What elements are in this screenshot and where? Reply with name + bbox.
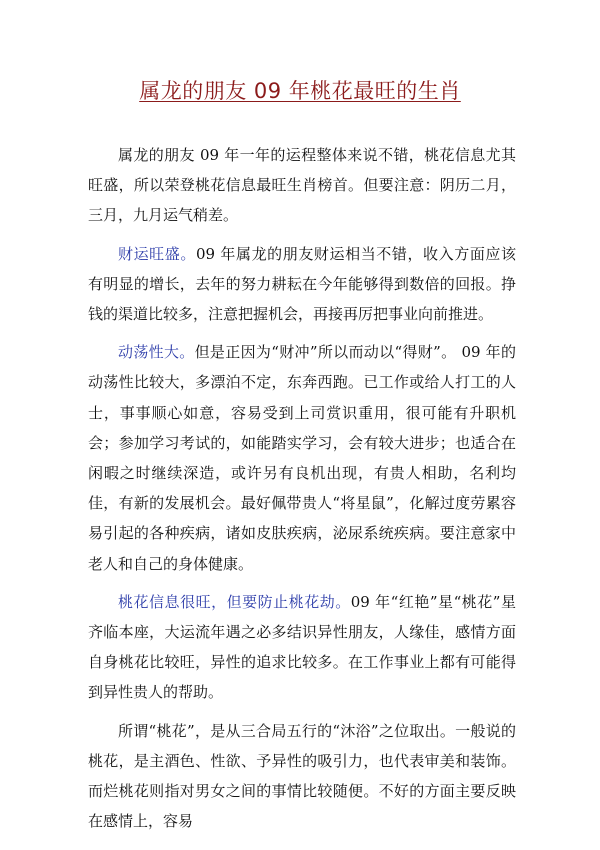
document-title-text: 属龙的朋友 09 年桃花最旺的生肖 [139,79,461,103]
paragraph-text: 09 年属龙的朋友财运相当不错，收入方面应该有明显的增长，去年的努力耕耘在今年能够得到数倍的回报。挣钱的渠道比较多，注意把握机会，再接再厉把事业向前推进。 [88,244,516,324]
document-body [88,140,516,844]
paragraph-text: 所谓“桃花”，是从三合局五行的“沐浴”之位取出。一般说的桃花，是主酒色、性欲、予异性的吸引力，也代表审美和装饰。而烂桃花则指对男女之间的事情比较随便。不好的方面主要反映在感情上，容易 [88,721,516,831]
paragraph-lead: 财运旺盛。 [118,244,196,263]
paragraph [88,140,516,231]
paragraph-lead: 桃花信息很旺，但要防止桃花劫。 [118,592,351,611]
paragraph [88,337,516,579]
paragraph [88,239,516,330]
paragraph-text: 属龙的朋友 09 年一年的运程整体来说不错，桃花信息尤其旺盛，所以荣登桃花信息最旺生肖榜首。但要注意：阴历二月，三月，九月运气稍差。 [88,146,516,225]
paragraph [88,587,516,708]
paragraph-text: 但是正因为“财冲”所以而动以“得财”。 09 年的动荡性比较大，多漂泊不定，东奔西跑。已工作或给人打工的人士，事事顺心如意，容易受到上司赏识重用，很可能有升职机会；参加学习考试的，如能踏实学习，会有较大进步；也适合在闲暇之时继续深造，或许另有良机出现，有贵人相助，名利均佳，有新的发展机会。最好佩带贵人“将星鼠”，化解过度劳累容易引起的各种疾病，诸如皮肤疾病，泌尿系统疾病。要注意家中老人和自己的身体健康。 [88,343,516,573]
document-title [0,78,600,104]
paragraph-text: 09 年“红艳”星“桃花”星齐临本座，大运流年遇之必多结识异性朋友，人缘佳，感情方面自身桃花比较旺，异性的追求比较多。在工作事业上都有可能得到异性贵人的帮助。 [88,592,516,702]
paragraph-lead: 动荡性大。 [118,343,195,362]
paragraph [88,716,516,837]
